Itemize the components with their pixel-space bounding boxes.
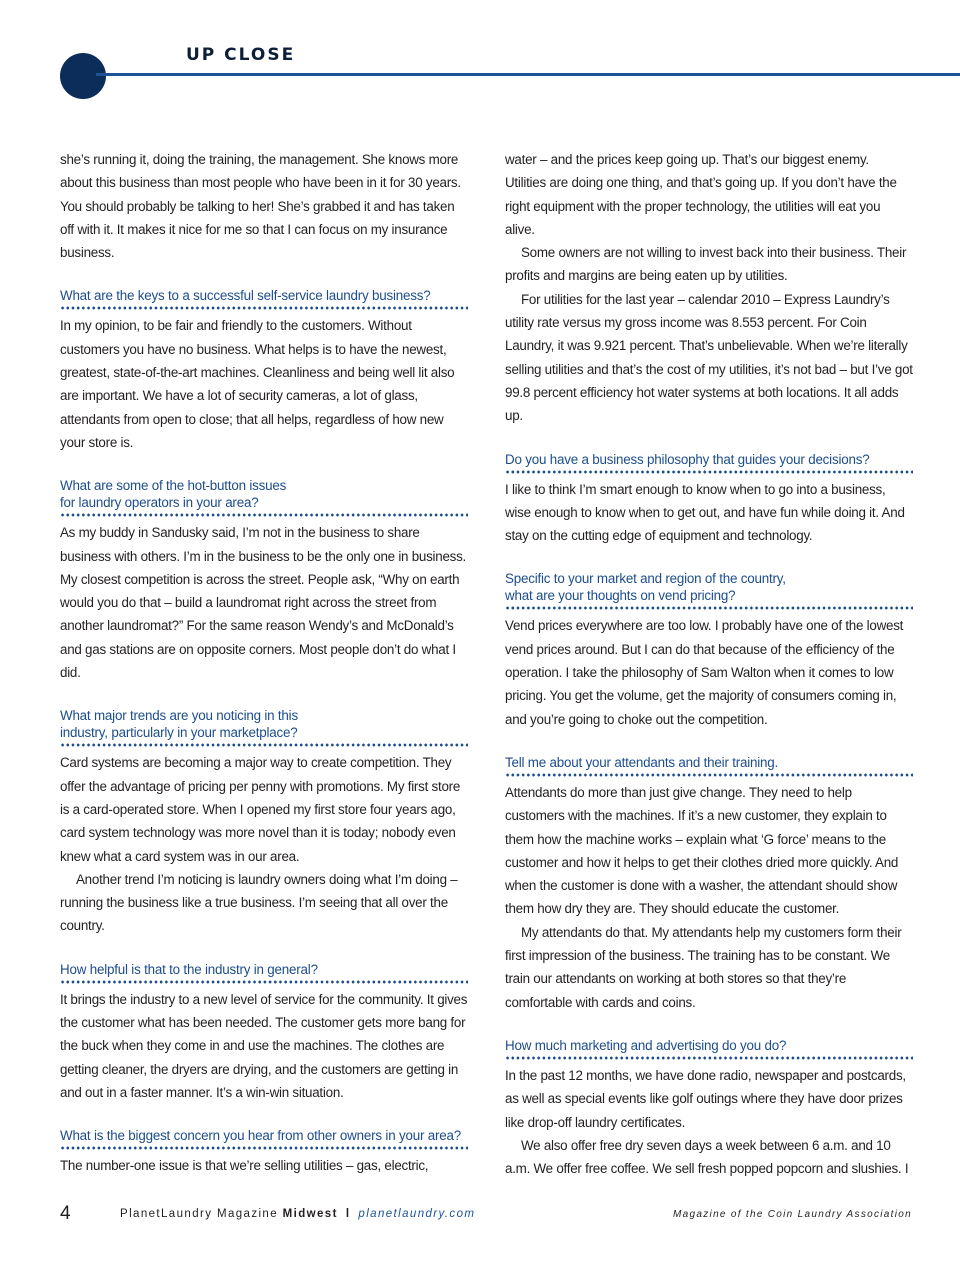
magazine-edition: Midwest	[282, 1208, 338, 1220]
answer-paragraph: It brings the industry to a new level of service for the community. It gives the customer what has been needed. The customer gets more bang for the buck when they come in and use the machines. The clothes are getting cleaner, the dryers are drying, and the customers are getting in and out in a faster manner. It’s a win-win situation.	[60, 991, 468, 1100]
page-number: 4	[60, 1203, 71, 1224]
answer-paragraph: We also offer free dry seven days a week between 6 a.m. and 10 a.m. We offer free coffee. We sell fresh popped popcorn and slushies. I	[505, 1137, 909, 1177]
answer-paragraph: Some owners are not willing to invest back into their business. Their profits and margins are being eaten up by utilities.	[505, 245, 907, 284]
answer-paragraph: In my opinion, to be fair and friendly to the customers. Without customers you have no business. What helps is to have the newest, greatest, state-of-the-art machines. Cleanliness and being well lit also are important. We have a lot of security cameras, a lot of glass, attendants from open to close; that all helps, regardless of how new your store is.	[60, 318, 455, 450]
left-column	[60, 148, 468, 1178]
question-line: what are your thoughts on vend pricing?	[505, 588, 736, 604]
header-rule	[96, 73, 960, 76]
answer-paragraph: Attendants do more than just give change. They need to help customers with the machines. If it’s a new customer, they explain to them how the machine works – explain what ‘G force’ means to the customer and how it helps to get their clothes dried more quickly. And when the customer is done with a washer, the attendant should show them how dry they are. They should educate the customer.	[505, 784, 899, 917]
question-line: Specific to your market and region of the country,	[505, 571, 786, 587]
magazine-url: planetlaundry.com	[358, 1208, 476, 1220]
answer-paragraph: The number-one issue is that we’re selling utilities – gas, electric,	[60, 1158, 429, 1174]
association-tagline: Magazine of the Coin Laundry Association	[673, 1209, 912, 1220]
answer-paragraph: Card systems are becoming a major way to create competition. They offer the advantage of pricing per penny with promotions. My first store is a card-operated store. When I opened my first store four years ago, card system technology was more novel than it is today; nobody even knew what a card system was in our area.	[60, 755, 461, 864]
question-heading: What are the keys to a successful self-service laundry business?	[60, 287, 468, 310]
question-heading: What is the biggest concern you hear from other owners in your area?	[60, 1127, 468, 1150]
right-column	[505, 148, 913, 1180]
question-heading: Do you have a business philosophy that guides your decisions?	[505, 451, 913, 474]
question-heading: How much marketing and advertising do you do?	[505, 1037, 913, 1060]
answer-paragraph: Another trend I’m noticing is laundry owners doing what I’m doing – running the business like a true business. I’m seeing that all over the country.	[60, 871, 458, 934]
magazine-name	[120, 1208, 475, 1220]
question-line: for laundry operators in your area?	[60, 495, 259, 511]
question-line: industry, particularly in your marketplace?	[60, 725, 298, 741]
answer-paragraph: water – and the prices keep going up. That’s our biggest enemy. Utilities are doing one thing, and that’s going up. If you don’t have the right equipment with the proper technology, the utilities will eat you alive.	[505, 152, 897, 237]
page-footer	[60, 1203, 912, 1227]
answer-paragraph: As my buddy in Sandusky said, I’m not in the business to share business with others. I’m in the business to be the only one in business. My closest competition is across the street. People ask, “Why on earth would you do that – build a laundromat right across the street from another laundromat?” For the same reason Wendy’s and McDonald’s and gas stations are on opposite corners. Most people don’t do what I did.	[60, 525, 467, 681]
section-label: UP CLOSE	[186, 45, 296, 65]
header-circle	[60, 53, 106, 99]
answer-paragraph: In the past 12 months, we have done radio, newspaper and postcards, as well as special events like golf outings where they have door prizes like drop-off laundry certificates.	[505, 1067, 906, 1130]
question-heading: Tell me about your attendants and their training.	[505, 754, 913, 777]
question-heading	[505, 570, 913, 610]
answer-paragraph: My attendants do that. My attendants help my customers form their first impression of the business. The training has to be constant. We train our attendants on working at both stores so that they’re comfortable with cards and coins.	[505, 924, 902, 1010]
answer-paragraph: she’s running it, doing the training, the management. She knows more about this business than most people who have been in it for 30 years. You should probably be talking to her! She’s grabbed it and has taken off with it. It makes it nice for me so that I can focus on my insurance business.	[60, 152, 461, 261]
answer-paragraph: For utilities for the last year – calendar 2010 – Express Laundry’s utility rate versus my gross income was 8.553 percent. For Coin Laundry, it was 9.921 percent. That’s unbelievable. When we’re literally selling utilities and that’s the cost of my utilities, it’s not bad – but I’ve got 99.8 percent efficiency hot water systems at both locations. It all adds up.	[505, 291, 913, 424]
magazine-title: PlanetLaundry Magazine	[120, 1208, 279, 1220]
question-line: What are some of the hot-button issues	[60, 478, 287, 494]
question-heading	[60, 707, 468, 747]
question-heading	[60, 477, 468, 517]
footer-separator: l	[345, 1208, 351, 1220]
question-line: What major trends are you noticing in this	[60, 708, 298, 724]
answer-paragraph: Vend prices everywhere are too low. I probably have one of the lowest vend prices around. But I can do that because of the efficiency of the operation. I take the philosophy of Sam Walton when it comes to low pricing. You get the volume, get the majority of consumers coming in, and you’re going to choke out the competition.	[505, 618, 904, 727]
answer-paragraph: I like to think I’m smart enough to know when to go into a business, wise enough to know when to get out, and have fun while doing it. And stay on the cutting edge of equipment and technology.	[505, 481, 905, 544]
question-heading: How helpful is that to the industry in general?	[60, 961, 468, 984]
